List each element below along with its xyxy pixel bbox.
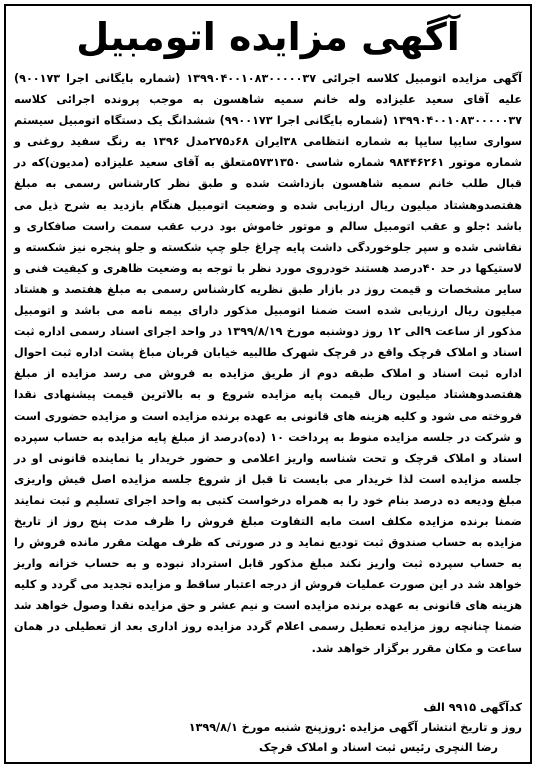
signature: رضا النچری رئیس ثبت اسناد و املاک قرچک [258, 741, 498, 754]
notice-title: آگهی مزایده اتومبیل [76, 15, 460, 59]
notice-body [14, 68, 522, 659]
ad-code: کدآگهی ۹۹۱۵ الف [423, 701, 522, 714]
notice-frame [4, 4, 532, 764]
publish-date: روز و تاریخ انتشار آگهی مزایده :روزپنج شنبه مورخ ۱۳۹۹/۸/۱ [188, 721, 522, 734]
notice-body-paragraph: آگهی مزایده اتومبیل کلاسه اجرائی ۱۳۹۹۰۴۰۰۱۰۸۳۰۰۰۰۰۳۷ (شماره بایگانی اجرا ۹۰۰۱۷۳) علیه آقای سعید علیزاده وله خانم سمیه شاهسون به موجب پرونده اجرائی کلاسه ۱۳۹۹۰۴۰۰۱۰۸۳۰۰۰۰۰۳۷ (شماره بایگانی اجرا ۹۹۰۰۱۷۳) ششدانگ یک دستگاه اتومبیل سیستم سواری سایپا سایپا به شماره انتظامی ۳۸ایران ۶۸د۲۷۵مدل ۱۳۹۶ به رنگ سفید روغنی و شماره موتور ۹۸۴۴۶۲۶۱ شماره شاسی ۵۷۳۱۳۵۰متعلق به آقای سعید علیزاده (مدیون)که در قبال طلب خانم سمیه شاهسون بازداشت شده و طبق نظر کارشناس رسمی به مبلغ هفتصدوهشتاد میلیون ریال ارزیابی شده و وضعیت اتومبیل هنگام بازدید به شرح ذیل می باشد :جلو و عقب اتومبیل سالم و موتور خاموش بود درب عقب سمت راست صافکاری و نقاشی شده و سپر جلوخوردگی داشت پایه چراغ جلو چپ شکسته و جلو پنجره نیز شکسته و لاستیکها در حد ۴۰درصد هستند خودروی مورد نظر با توجه به وضعیت ظاهری و کیفیت فنی و سایر مشخصات و قیمت روز در بازار طبق نظریه کارشناس رسمی به مبلغ هفتصد و هشتاد میلیون ریال ارزیابی شده است ضمنا اتومبیل مذکور دارای بیمه نامه می باشد و اتومبیل مذکور از ساعت ۹الی ۱۲ روز دوشنبه مورخ ۱۳۹۹/۸/۱۹ در واحد اجرای اسناد رسمی اداره ثبت اسناد و املاک قرچک واقع در قرچک شهرک طالبیه خیابان قربان مباغ پشت اداره ثبت احوال اداره ثبت اسناد و املاک طبقه دوم از طریق مزایده به فروش می رسد مزایده از مبلغ هفتصدوهشتاد میلیون ریال قیمت پایه مزایده شروع و به بالاترین قیمت پیشنهادی نقدا فروخته می شود و کلیه هزینه های قانونی به عهده برنده مزایده است و مزایده حضوری است و شرکت در جلسه مزایده منوط به پرداخت ۱۰ (ده)درصد از مبلغ پایه مزایده به حساب سپرده اسناد و املاک قرچک و تحت شناسه واریز اعلامی و حضور خریدار یا نماینده قانونی او در جلسه مزایده است لذا خریدار می بایست تا قبل از شروع جلسه مزایده اصل فیش واریزی مبلغ ودیعه ده درصد بنام خود را به همراه درخواست کتبی به واحد اجرای تسلیم و ثبت نمایند ضمنا برنده مزایده مکلف است مابه التفاوت مبلغ فروش را ظرف مدت پنج روز از تاریخ مزایده به حساب صندوق ثبت تودیع نماید و در صورتی که ظرف مهلت مقرر مانده فروش را به حساب سپرده ثبت واریز نکند مبلغ مذکور قابل استرداد نبوده و به حساب خزانه واریز خواهد شد در این صورت عملیات فروش از درجه اعتبار ساقط و مزایده تجدید می گردد و کلیه هزینه های قانونی به عهده برنده مزایده است و نیم عشر و حق مزایده نقدا وصول خواهد شد ضمنا چنانچه روز مزایده تعطیل رسمی اعلام گردد مزایده روز اداری بعد از تعطیلی در همان ساعت و مکان مقرر برگزار خواهد شد. [14, 72, 522, 655]
